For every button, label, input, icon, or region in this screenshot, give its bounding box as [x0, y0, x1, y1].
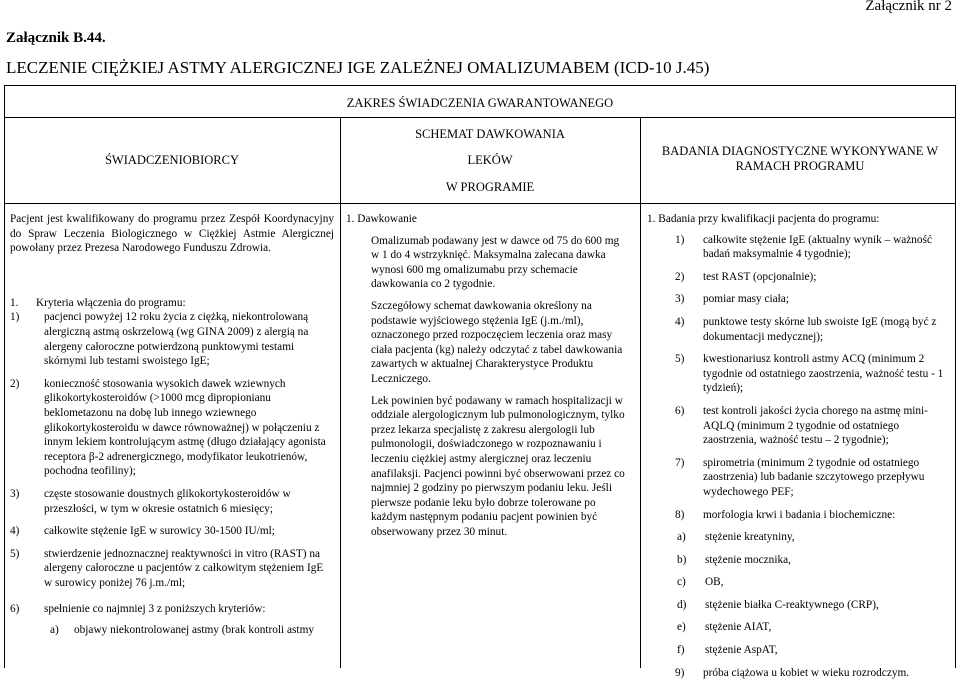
col-header-diagnostics: BADANIA DIAGNOSTYCZNE WYKONYWANE W RAMACH PROGRAMU	[661, 144, 939, 173]
criterion-text: stwierdzenie jednoznacznej reaktywności in vitro (RAST) na alergeny całoroczne u pacjentów z całkowitym stężeniem IgE w surowicy poniżej 76 j.m./ml;	[44, 547, 324, 589]
criterion-text: konieczność stosowania wysokich dawek wziewnych glikokortykosteroidów (>1000 mcg dipropionianu beklometazonu na dobę lub innego wziewnego glikokortykosteroidu w dawce równoważnej) w połączeniu z innym lekiem kontrolującym astmę (długo działający agonista receptora β-2 adrenergicznego, modyfikator leukotrienów, pochodna teofiliny);	[44, 377, 326, 478]
diagnostic-sub-c	[647, 575, 953, 590]
item-text: punktowe testy skórne lub swoiste IgE (mogą być z dokumentacji medycznej);	[703, 315, 937, 343]
sub-text: stężenie kreatyniny,	[705, 531, 795, 544]
criterion-number: 1)	[10, 311, 20, 324]
diagnostic-item-7	[647, 456, 953, 500]
criterion-number: 5)	[10, 547, 20, 560]
item-text: spirometria (minimum 2 tygodnie od ostatniego zaostrzenia) lub badanie szczytowego przepływu wydechowego PEF;	[703, 456, 925, 498]
diagnostic-item-8	[647, 508, 953, 523]
beneficiaries-column	[10, 212, 334, 638]
item-text: pomiar masy ciała;	[703, 293, 789, 306]
criterion-text: częste stosowanie doustnych glikokortykosteroidów w przeszłości, w tym w okresie ostatnich 6 miesięcy;	[44, 487, 291, 515]
item-text: test kontroli jakości życia chorego na astmę mini-AQLQ (minimum 2 tygodnie od ostatniego zaostrzenia, ważność testu – 2 tygodnie);	[703, 404, 928, 447]
criterion-6a	[10, 623, 334, 638]
sub-text: stężenie białka C-reaktywnego (CRP),	[705, 598, 879, 611]
diagnostics-heading: 1. Badania przy kwalifikacji pacjenta do programu:	[647, 213, 880, 225]
intro-paragraph: Pacjent jest kwalifikowany do programu przez Zespół Koordynacyjny do Spraw Leczenia Biologicznego w Ciężkiej Astmie Alergicznej powołany przez Prezesa Narodowego Funduszu Zdrowia.	[10, 213, 334, 255]
item-number: 5)	[675, 353, 685, 366]
table-border-left	[4, 85, 5, 668]
diagnostic-sub-d	[647, 598, 953, 613]
col-header-dosage-1: SCHEMAT DAWKOWANIA	[415, 127, 565, 141]
table-col-divider-2	[640, 117, 641, 668]
table-border-right	[955, 85, 956, 668]
sub-text: stężenie AspAT,	[705, 644, 778, 657]
scope-heading: ZAKRES ŚWIADCZENIA GWARANTOWANEGO	[346, 96, 614, 110]
criterion-number: 2)	[10, 377, 20, 390]
sub-number: f)	[677, 644, 685, 657]
criterion-sub-text: objawy niekontrolowanej astmy (brak kontroli astmy	[74, 624, 315, 637]
criterion-text: pacjenci powyżej 12 roku życia z ciężką, niekontrolowaną alergiczną astmą oskrzelową (wg GINA 2009) z alergią na alergeny całoroczne potwierdzoną punktowymi testami skórnymi lub testami swoistego IgE;	[44, 311, 309, 368]
annex-reference: Załącznik B.44.	[6, 30, 106, 46]
item-text: próba ciążowa u kobiet w wieku rozrodczym.	[703, 666, 910, 679]
sub-text: stężenie AIAT,	[705, 621, 772, 634]
sub-number: d)	[677, 598, 687, 611]
item-number: 3)	[675, 293, 685, 306]
section-number: 1.	[10, 296, 19, 309]
sub-number: b)	[677, 553, 687, 566]
item-number: 2)	[675, 270, 685, 283]
item-number: 7)	[675, 456, 685, 469]
table-border-top	[4, 85, 956, 86]
diagnostic-sub-a	[647, 530, 953, 545]
diagnostic-item-5	[647, 352, 953, 396]
table-col-divider-1	[340, 117, 341, 668]
sub-number: e)	[677, 621, 686, 634]
criterion-5	[10, 547, 334, 591]
section-title: Kryteria włączenia do programu:	[36, 296, 186, 309]
criterion-1	[10, 310, 334, 368]
item-number: 4)	[675, 315, 685, 328]
diagnostic-sub-b	[647, 553, 953, 568]
sub-number: c)	[677, 576, 686, 589]
diagnostic-sub-e	[647, 620, 953, 635]
inclusion-criteria-heading	[10, 296, 334, 311]
dosage-paragraph-2: Szczegółowy schemat dawkowania określony na podstawie wyjściowego stężenia IgE (j.m./ml), oznaczonego przed rozpoczęciem leczenia oraz masy ciała pacjenta (kg) należy odczytać z tabel dawkowania zawartych w aktualnej Charakterystyce Produktu Leczniczego.	[371, 299, 623, 385]
item-text: morfologia krwi i badania i biochemiczne:	[703, 508, 896, 521]
item-number: 6)	[675, 404, 685, 417]
page-title: LECZENIE CIĘŻKIEJ ASTMY ALERGICZNEJ IGE ZALEŻNEJ OMALIZUMABEM (ICD-10 J.45)	[6, 58, 710, 77]
diagnostics-column	[647, 212, 953, 680]
criterion-number: 3)	[10, 487, 20, 500]
col-header-dosage-2: LEKÓW	[467, 153, 513, 167]
diagnostic-item-3	[647, 292, 953, 307]
sub-text: OB,	[705, 576, 724, 589]
diagnostic-item-2	[647, 270, 953, 285]
dosage-paragraph-3: Lek powinien być podawany w ramach hospitalizacji w oddziale alergologicznym lub pulmonologicznym, tylko przez lekarza specjalistę z zakresu alergologii lub pulmonologii, doświadczonego w rozpoznawaniu i leczeniu ciężkiej astmy alergicznej oraz leczeniu anafilaksji. Pacjenci powinni być obserwowani przez co najmniej 2 godziny po pierwszym podaniu leku. Jeśli pierwsze podanie leku było dobrze tolerowane po każdym następnym podaniu pacjent powinien być obserwowany przez 30 minut.	[371, 394, 625, 538]
item-number: 1)	[675, 233, 685, 246]
criterion-number: 6)	[10, 603, 20, 616]
col-header-dosage-3: W PROGRAMIE	[445, 180, 535, 194]
item-text: całkowite stężenie IgE (aktualny wynik – ważność badań maksymalnie 4 tygodnie);	[703, 233, 932, 261]
criterion-3	[10, 487, 334, 516]
criterion-4	[10, 524, 334, 539]
item-text: test RAST (opcjonalnie);	[703, 270, 817, 283]
diagnostic-sub-f	[647, 643, 953, 658]
sub-text: stężenie mocznika,	[705, 553, 791, 566]
sub-number: a)	[677, 531, 686, 544]
item-text: kwestionariusz kontroli astmy ACQ (minimum 2 tygodnie od ostatniego zaostrzenia, ważność testu - 1 tydzień);	[703, 353, 944, 395]
item-number: 9)	[675, 666, 685, 679]
criterion-6	[10, 602, 334, 617]
criterion-text: całkowite stężenie IgE w surowicy 30-1500 IU/ml;	[44, 525, 275, 538]
dosage-column	[346, 212, 630, 539]
criterion-text: spełnienie co najmniej 3 z poniższych kryteriów:	[44, 603, 266, 616]
annex-label: Załącznik nr 2	[865, 0, 952, 14]
criterion-sub-number: a)	[50, 624, 59, 637]
dosage-paragraph-1: Omalizumab podawany jest w dawce od 75 do 600 mg w 1 do 4 wstrzyknięć. Maksymalna zalecana dawka wynosi 600 mg omalizumabu przy schemacie dawkowania co 2 tygodnie.	[371, 234, 620, 291]
diagnostic-item-1	[647, 233, 953, 262]
criterion-2	[10, 377, 334, 479]
diagnostic-item-6	[647, 404, 953, 448]
table-row-divider-2	[4, 203, 956, 204]
diagnostic-item-4	[647, 315, 953, 344]
table-row-divider-1	[4, 117, 956, 118]
criterion-number: 4)	[10, 525, 20, 538]
col-header-beneficiaries: ŚWIADCZENIOBIORCY	[104, 153, 240, 167]
dosage-heading: 1. Dawkowanie	[346, 213, 417, 225]
item-number: 8)	[675, 508, 685, 521]
